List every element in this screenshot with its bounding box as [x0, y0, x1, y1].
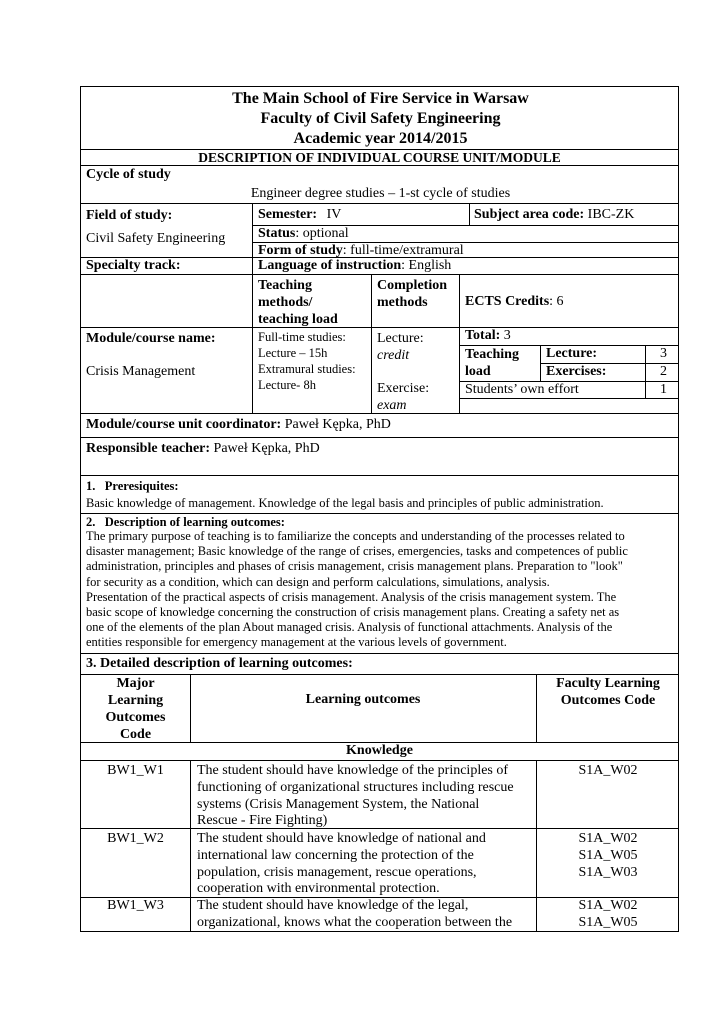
row-text-line: Rescue - Fire Fighting): [197, 813, 328, 829]
exercises-value: 2: [660, 364, 667, 379]
ects-label: ECTS Credits: [465, 294, 550, 309]
total-value: 3: [503, 328, 511, 343]
detailed-title-block: [80, 653, 679, 675]
total-label: Total:: [465, 328, 501, 343]
cycle-block: [80, 165, 679, 204]
lecture-load-label: Lecture:: [546, 346, 598, 361]
header-block: [80, 86, 679, 150]
learning-description-line: one of the elements of the plan About managed crisis. Analysis of functional attachments. Analysis of the: [86, 620, 613, 635]
teacher-block: [80, 437, 679, 476]
prereq-text: Basic knowledge of management. Knowledge of the legal basis and principles of public administration.: [86, 496, 604, 510]
learning-description-line: Presentation of the practical aspects of crisis management. Analysis of the crisis management system. The: [86, 589, 617, 604]
load-line1: Full-time studies:: [258, 330, 346, 344]
detailed-title: 3. Detailed description of learning outcomes:: [86, 656, 353, 671]
row-text-line: organizational, knows what the cooperation between the: [197, 914, 513, 930]
row-text-line: The student should have knowledge of the legal,: [197, 898, 469, 913]
col-major-line4: Code: [119, 727, 152, 742]
field-label: Field of study:: [86, 208, 173, 223]
semester-label: Semester:: [258, 207, 318, 222]
load-line3: Extramural studies:: [258, 362, 356, 376]
coordinator-value: Paweł Kępka, PhD: [284, 417, 391, 432]
learning-description-line: administration, principles and phases of crisis management, crisis management plans. Preparation to "look": [86, 559, 623, 574]
outcomes-header: [80, 674, 679, 743]
own-effort-value: 1: [660, 382, 667, 397]
learning-description-line: entities responsible for emergency management at the various levels of government.: [86, 635, 507, 650]
table-row: [80, 828, 679, 898]
row-code: BW1_W2: [107, 831, 164, 846]
learning-description-line: basic scope of knowledge concerning the construction of crisis management plans. Creating a safety net as: [86, 605, 620, 620]
own-effort-label: Students’ own effort: [465, 382, 579, 397]
teaching-load-line1: Teaching: [465, 347, 519, 362]
row-code: BW1_W3: [107, 898, 164, 913]
row-text-line: cooperation with environmental protection.: [197, 881, 440, 897]
teaching-methods-line3: teaching load: [258, 312, 338, 327]
learning-description-title: 2. Description of learning outcomes:: [86, 515, 285, 529]
row-faculty-code: S1A_W05: [578, 914, 638, 930]
coordinator-block: [80, 413, 679, 438]
cycle-label: Cycle of study: [86, 167, 171, 182]
row-text-line: The student should have knowledge of the principles of: [197, 763, 509, 778]
row-text-line: international law concerning the protection of the: [197, 847, 474, 863]
col-faculty-line1: Faculty Learning: [556, 676, 660, 691]
methods-block: [80, 274, 679, 328]
knowledge-section: [80, 742, 679, 761]
specialty-block: [80, 257, 679, 275]
lecture-load-value: 3: [660, 346, 667, 361]
faculty-name: Faculty of Civil Safety Engineering: [260, 110, 501, 127]
description-title: [80, 149, 679, 166]
col-faculty-line2: Outcomes Code: [560, 693, 656, 708]
row-faculty-code: S1A_W02: [578, 763, 638, 778]
ects-value: : 6: [549, 294, 564, 309]
exercises-label: Exercises:: [546, 364, 607, 379]
learning-description-line: disaster management; Basic knowledge of the range of crises, emergencies, tasks and competences of public: [86, 544, 628, 559]
semester-value: IV: [326, 207, 342, 222]
field-value: Civil Safety Engineering: [86, 231, 226, 246]
module-value: Crisis Management: [86, 364, 196, 379]
col-major-line3: Outcomes: [105, 710, 166, 725]
module-label: Module/course name:: [86, 331, 216, 346]
completion-methods-line1: Completion: [377, 278, 447, 293]
coordinator-label: Module/course unit coordinator:: [86, 417, 282, 432]
row-faculty-code: S1A_W02: [578, 898, 638, 913]
language-value: : English: [401, 258, 452, 273]
table-row: [80, 897, 679, 932]
teaching-methods-line2: methods/: [258, 295, 313, 310]
lecture-method: credit: [377, 348, 410, 363]
form-label: Form of study: [258, 243, 343, 258]
school-name: The Main School of Fire Service in Warsaw: [232, 90, 529, 107]
prereq-block: [80, 475, 679, 514]
subject-code-value: IBC-ZK: [587, 207, 635, 222]
teacher-label: Responsible teacher:: [86, 441, 211, 456]
description-title-text: DESCRIPTION OF INDIVIDUAL COURSE UNIT/MODULE: [198, 150, 561, 165]
module-block: [80, 327, 679, 414]
learning-description-text: [86, 529, 675, 651]
table-row: [80, 760, 679, 829]
subject-code-label: Subject area code:: [474, 207, 585, 222]
teacher-value: Paweł Kępka, PhD: [213, 441, 320, 456]
lecture-label: Lecture:: [377, 331, 424, 346]
row-code: BW1_W1: [107, 763, 164, 778]
load-line2: Lecture – 15h: [258, 346, 328, 360]
language-label: Language of instruction: [258, 258, 402, 273]
row-text-line: functioning of organizational structures including rescue: [197, 779, 514, 795]
teaching-load-line2: load: [465, 364, 491, 379]
prereq-title: 1. Preresiquites:: [86, 479, 179, 493]
specialty-label: Specialty track:: [86, 258, 181, 273]
field-block: [80, 203, 679, 258]
teaching-methods-line1: Teaching: [258, 278, 312, 293]
status-value: : optional: [295, 226, 349, 241]
academic-year: Academic year 2014/2015: [293, 130, 468, 147]
row-faculty-code: S1A_W05: [578, 847, 638, 863]
learning-description-block: [80, 513, 679, 654]
col-learning-outcomes: Learning outcomes: [305, 692, 421, 707]
status-label: Status: [258, 226, 296, 241]
row-text-line: population, crisis management, rescue operations,: [197, 864, 477, 880]
completion-methods-line2: methods: [377, 295, 428, 310]
knowledge-label: Knowledge: [346, 743, 413, 758]
learning-description-line: for security as a condition, which can design and perform calculations, simulations, analysis.: [86, 574, 550, 589]
cycle-value: Engineer degree studies – 1-st cycle of studies: [250, 186, 511, 201]
col-major-line1: Major: [116, 676, 155, 691]
row-faculty-code: S1A_W02: [578, 831, 638, 846]
row-faculty-code: S1A_W03: [578, 864, 638, 880]
form-value: : full-time/extramural: [342, 243, 464, 258]
row-text-line: The student should have knowledge of national and: [197, 831, 486, 846]
col-major-line2: Learning: [107, 693, 164, 708]
learning-description-line: The primary purpose of teaching is to familiarize the concepts and understanding of the processes related to: [86, 529, 625, 543]
exercise-method: exam: [377, 398, 407, 413]
exercise-label: Exercise:: [377, 381, 430, 396]
load-line4: Lecture- 8h: [258, 378, 316, 392]
row-text-line: systems (Crisis Management System, the National: [197, 796, 480, 812]
